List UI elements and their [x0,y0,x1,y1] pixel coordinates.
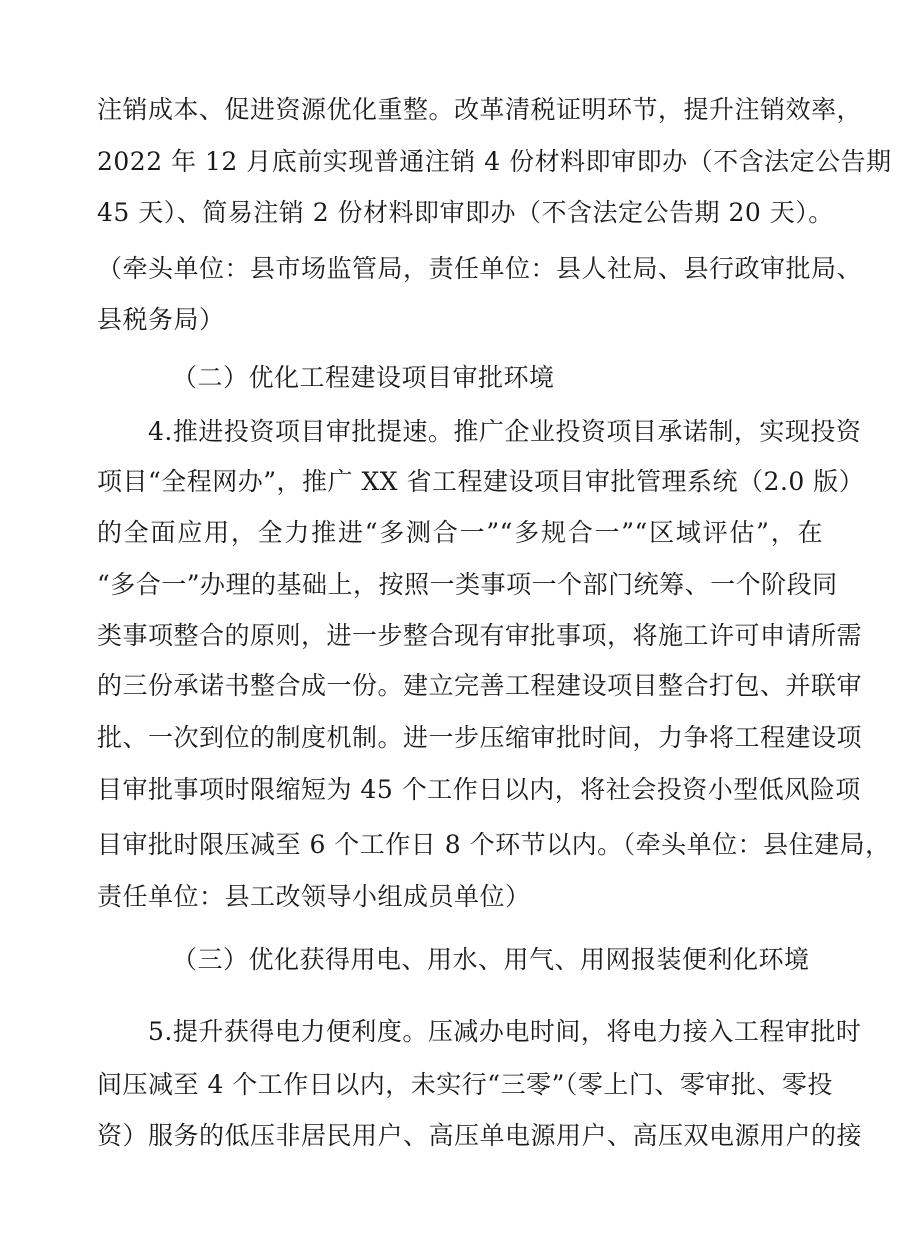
body-text-line: 资）服务的低压非居民用户、高压单电源用户、高压双电源用户的接 [97,1121,863,1150]
body-text-line: 县税务局） [97,305,225,334]
body-text-line: （牵头单位：县市场监管局，责任单位：县人社局、县行政审批局、 [97,254,863,283]
body-text-line: 目审批事项时限缩短为 45 个工作日以内，将社会投资小型低风险项 [97,775,861,804]
body-text-line: 批、一次到位的制度机制。进一步压缩审批时间，力争将工程建设项 [97,723,863,752]
body-text-line: 项目“全程网办”，推广 XX 省工程建设项目审批管理系统（2.0 版） [97,467,865,496]
body-text-line: 2022 年 12 月底前实现普通注销 4 份材料即审即办（不含法定公告期 [97,147,892,176]
paragraph-5-first-line: 5.提升获得电力便利度。压减办电时间，将电力接入工程审批时 [148,1017,862,1046]
paragraph-4-first-line: 4.推进投资项目审批提速。推广企业投资项目承诺制，实现投资 [148,417,862,446]
body-text-line: 45 天）、简易注销 2 份材料即审即办（不含法定公告期 20 天）。 [97,198,834,227]
body-text-line: 类事项整合的原则，进一步整合现有审批事项，将施工许可申请所需 [97,621,863,650]
body-text-line: “多合一”办理的基础上，按照一类事项一个部门统筹、一个阶段同 [97,570,838,599]
body-text-line: 的三份承诺书整合成一份。建立完善工程建设项目整合打包、并联审 [97,671,863,700]
section-heading-3: （三）优化获得用电、用水、用气、用网报装便利化环境 [172,945,810,974]
body-text-line: 间压减至 4 个工作日以内，未实行“三零”（零上门、零审批、零投 [97,1070,833,1099]
section-heading-2: （二）优化工程建设项目审批环境 [172,363,555,392]
body-text-line: 责任单位：县工改领导小组成员单位） [97,882,531,911]
body-text-line: 注销成本、促进资源优化重整。改革清税证明环节，提升注销效率， [97,95,863,124]
body-text-line: 目审批时限压减至 6 个工作日 8 个环节以内。（牵头单位：县住建局， [97,830,891,859]
body-text-line: 的全面应用，全力推进“多测合一”“多规合一”“区域评估”，在 [97,518,823,547]
